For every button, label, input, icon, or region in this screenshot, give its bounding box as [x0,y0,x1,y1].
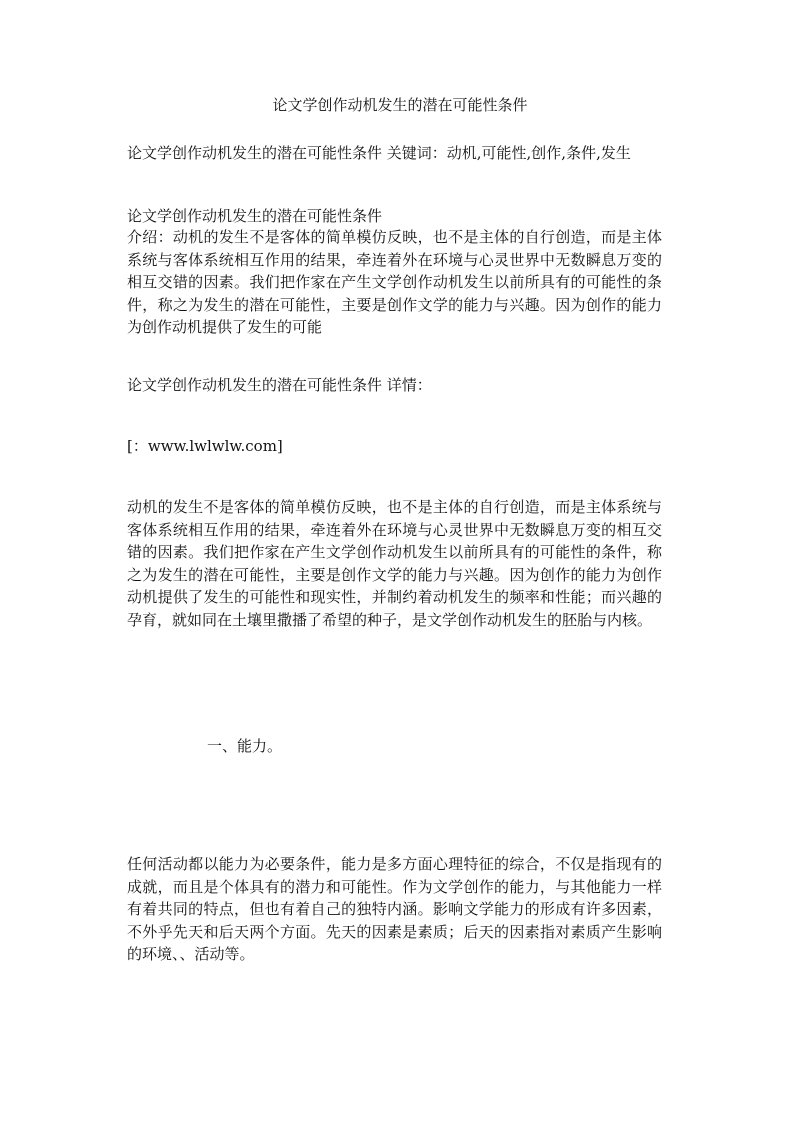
keywords-line: 论文学创作动机发生的潜在可能性条件 关键词：动机,可能性,创作,条件,发生 [127,144,631,162]
details-label: 论文学创作动机发生的潜在可能性条件 详情： [127,376,432,394]
source-link: [：www.lwlwlw.com] [127,437,283,455]
section-heading: 一、能力。 [207,737,283,755]
document-title: 论文学创作动机发生的潜在可能性条件 [272,96,528,114]
intro-paragraph: 介绍：动机的发生不是客体的简单模仿反映，也不是主体的自行创造，而是主体系统与客体系统相互作用的结果，牵连着外在环境与心灵世界中无数瞬息万变的相互交错的因素。我们把作家在产生文学创作动机发生以前所具有的可能性的条件，称之为发生的潜在可能性，主要是创作文学的能力与兴趣。因为创作的能力为创作动机提供了发生的可能 [127,228,662,336]
section-subtitle: 论文学创作动机发生的潜在可能性条件 [127,207,383,225]
body-paragraph-2: 任何活动都以能力为必要条件，能力是多方面心理特征的综合，不仅是指现有的成就，而且是个体具有的潜力和可能性。作为文学创作的能力，与其他能力一样有着共同的特点，但也有着自己的独特内涵。影响文学能力的形成有许多因素，不外乎先天和后天两个方面。先天的因素是素质；后天的因素指对素质产生影响的环境、、活动等。 [127,855,662,963]
body-paragraph-1: 动机的发生不是客体的简单模仿反映，也不是主体的自行创造，而是主体系统与客体系统相互作用的结果，牵连着外在环境与心灵世界中无数瞬息万变的相互交错的因素。我们把作家在产生文学创作动机发生以前所具有的可能性的条件，称之为发生的潜在可能性，主要是创作文学的能力与兴趣。因为创作的能力为创作动机提供了发生的可能性和现实性，并制约着动机发生的频率和性能；而兴趣的孕育，就如同在土壤里撒播了希望的种子，是文学创作动机发生的胚胎与内核。 [127,498,662,629]
